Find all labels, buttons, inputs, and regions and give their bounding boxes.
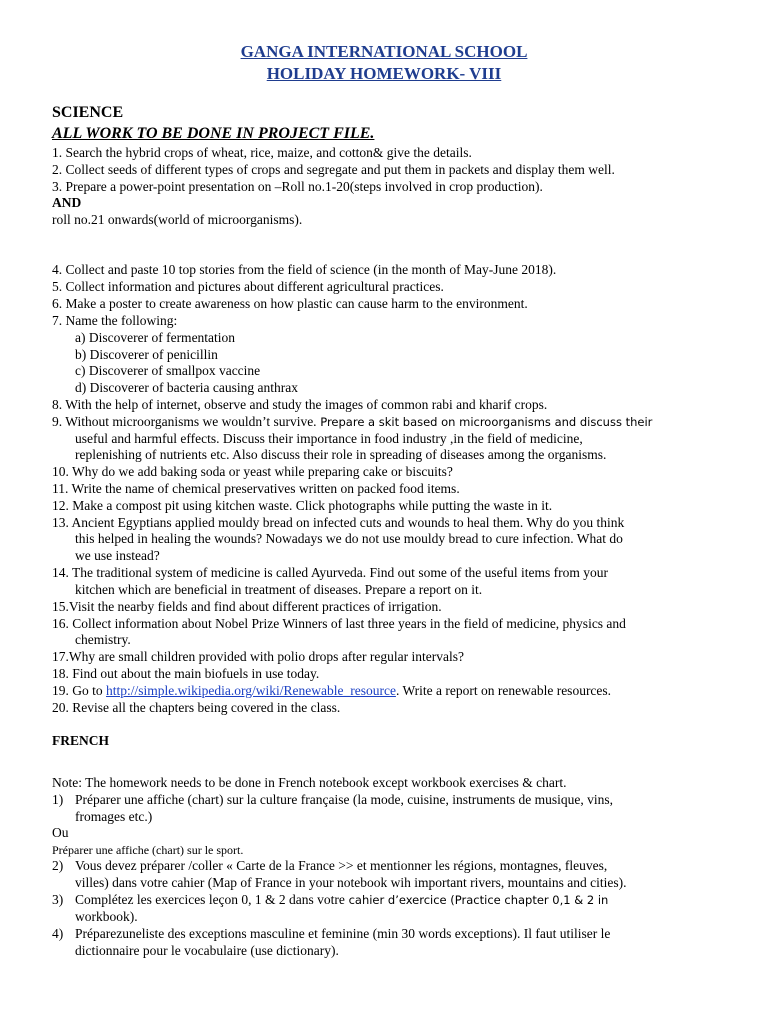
science-item-5: 5. Collect information and pictures about different agricultural practices. bbox=[52, 279, 444, 294]
french-heading: FRENCH bbox=[52, 733, 109, 748]
french-num-1: 1) bbox=[52, 792, 64, 807]
science-heading: SCIENCE bbox=[52, 104, 124, 121]
science-item-13: 13. Ancient Egyptians applied mouldy bread on infected cuts and wounds to heal them. Why do you think bbox=[52, 515, 625, 530]
science-item-3: 3. Prepare a power-point presentation on –Roll no.1-20(steps involved in crop production). bbox=[52, 179, 543, 194]
renewable-resource-link[interactable]: http://simple.wikipedia.org/wiki/Renewable_resource bbox=[106, 683, 396, 698]
french-note: Note: The homework needs to be done in French notebook except workbook exercises & chart. bbox=[52, 775, 567, 790]
science-item-16-cont: chemistry. bbox=[75, 632, 131, 647]
science-item-9-cont2: replenishing of nutrients etc. Also discuss their role in spreading of diseases among the organisms. bbox=[75, 447, 607, 462]
science-item-18: 18. Find out about the main biofuels in use today. bbox=[52, 666, 320, 681]
science-item-19-part2: . Write a report on renewable resources. bbox=[395, 683, 612, 698]
science-item-7b: b) Discoverer of penicillin bbox=[75, 347, 218, 362]
science-item-3b: roll no.21 onwards(world of microorganisms). bbox=[52, 212, 303, 227]
science-item-15: 15.Visit the nearby fields and find about different practices of irrigation. bbox=[52, 599, 442, 614]
science-item-9 bbox=[52, 414, 652, 430]
science-item-10: 10. Why do we add baking soda or yeast while preparing cake or biscuits? bbox=[52, 464, 453, 479]
french-num-2: 2) bbox=[52, 858, 64, 873]
science-item-12: 12. Make a compost pit using kitchen waste. Click photographs while putting the waste in it. bbox=[52, 498, 553, 513]
french-ou: Ou bbox=[52, 825, 69, 840]
science-item-8: 8. With the help of internet, observe and study the images of common rabi and kharif crops. bbox=[52, 397, 548, 412]
science-item-7: 7. Name the following: bbox=[52, 313, 178, 328]
french-item-3-part1: Complétez les exercices leçon 0, 1 & 2 dans votre bbox=[75, 892, 345, 907]
science-item-9-part1: 9. Without microorganisms we wouldn’t survive. bbox=[52, 414, 317, 429]
science-item-9-cont1: useful and harmful effects. Discuss their importance in food industry ,in the field of medicine, bbox=[75, 431, 583, 446]
science-item-2: 2. Collect seeds of different types of crops and segregate and put them in packets and display them well. bbox=[52, 162, 615, 177]
french-item-1-cont: fromages etc.) bbox=[75, 809, 153, 824]
french-item-1: Préparer une affiche (chart) sur la culture française (la mode, cuisine, instruments de musique, vins, bbox=[75, 792, 614, 807]
page-title: HOLIDAY HOMEWORK- VIII bbox=[266, 64, 502, 83]
french-item-4: Préparezuneliste des exceptions masculine et feminine (min 30 words exceptions). Il faut utiliser le bbox=[75, 926, 611, 941]
french-item-2-cont: villes) dans votre cahier (Map of France in your notebook wih important rivers, mountains and cities). bbox=[75, 875, 627, 890]
french-num-3: 3) bbox=[52, 892, 64, 907]
french-item-3-part2: cahier d’exercice (Practice chapter 0,1 & 2 in bbox=[344, 893, 609, 907]
french-item-2: Vous devez préparer /coller « Carte de la France >> et mentionner les régions, montagnes, fleuves, bbox=[75, 858, 608, 873]
science-item-13-cont1: this helped in healing the wounds? Nowadays we do not use mouldy bread to cure infection. What do bbox=[75, 531, 623, 546]
science-item-6: 6. Make a poster to create awareness on how plastic can cause harm to the environment. bbox=[52, 296, 528, 311]
school-name: GANGA INTERNATIONAL SCHOOL bbox=[240, 42, 528, 61]
science-item-9-part2: Prepare a skit based on microorganisms and discuss their bbox=[316, 415, 653, 429]
science-item-17: 17.Why are small children provided with polio drops after regular intervals? bbox=[52, 649, 464, 664]
science-item-19 bbox=[52, 683, 611, 699]
french-num-4: 4) bbox=[52, 926, 64, 941]
science-item-11: 11. Write the name of chemical preservatives written on packed food items. bbox=[52, 481, 460, 496]
science-item-7d: d) Discoverer of bacteria causing anthrax bbox=[75, 380, 299, 395]
science-item-13-cont2: we use instead? bbox=[75, 548, 160, 563]
science-and: AND bbox=[52, 195, 82, 210]
science-item-16: 16. Collect information about Nobel Prize Winners of last three years in the field of medicine, physics and bbox=[52, 616, 626, 631]
science-item-7a: a) Discoverer of fermentation bbox=[75, 330, 236, 345]
science-item-20: 20. Revise all the chapters being covered in the class. bbox=[52, 700, 341, 715]
french-item-4-cont: dictionnaire pour le vocabulaire (use dictionary). bbox=[75, 943, 339, 958]
science-item-4: 4. Collect and paste 10 top stories from the field of science (in the month of May-June 2018). bbox=[52, 262, 557, 277]
french-item-3-cont: workbook). bbox=[75, 909, 138, 924]
science-note: ALL WORK TO BE DONE IN PROJECT FILE. bbox=[52, 125, 375, 142]
science-item-1: 1. Search the hybrid crops of wheat, rice, maize, and cotton& give the details. bbox=[52, 145, 472, 160]
french-alt: Préparer une affiche (chart) sur le sport. bbox=[52, 843, 244, 857]
french-item-3 bbox=[75, 892, 608, 908]
science-item-14: 14. The traditional system of medicine is called Ayurveda. Find out some of the useful items from your bbox=[52, 565, 609, 580]
science-item-7c: c) Discoverer of smallpox vaccine bbox=[75, 363, 261, 378]
science-item-19-part1: 19. Go to bbox=[52, 683, 106, 698]
science-item-14-cont: kitchen which are beneficial in treatment of diseases. Prepare a report on it. bbox=[75, 582, 483, 597]
